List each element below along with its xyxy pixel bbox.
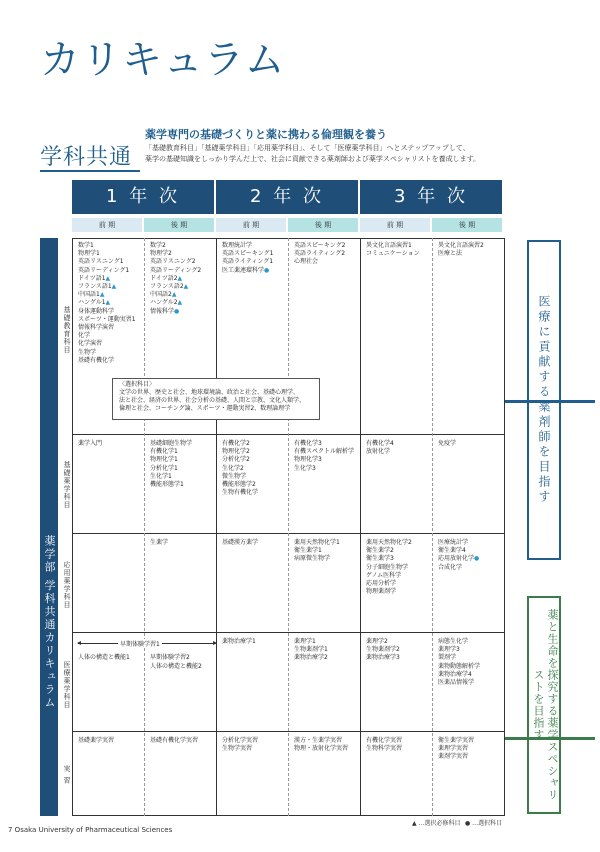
cell-r4-c2: 分析化学実習 生物学実習 xyxy=(222,737,259,753)
dept-vertical-label: 薬学部 学科共通カリキュラム xyxy=(40,238,58,816)
elective-subjects-box: 〈選択科目〉 文学の世界、歴史と社会、地球環境論、政治と社会、基礎心理学、 法と社会、経済の世界、社会分析の基礎、人間と宗教、文化人類学、 倫理と社会、コーチング論、スポーツ・運動実習2、数理論理学 xyxy=(112,378,320,420)
cell-r0-c5: 異文化言語演習2 医療と法 xyxy=(438,242,484,258)
cell-r0-c2: 数理統計学 英語スピーキング1 英語ライティング1 医工薬連環科学● xyxy=(222,242,274,274)
desc-line-1: 「基礎教育科目」「基礎薬学科目」「応用薬学科目」、そして「医療薬学科目」へとステップアップして、 xyxy=(145,144,470,152)
year-3-header: 3 年 次 xyxy=(360,180,502,214)
category-basic-education: 基礎教育科目 xyxy=(63,306,71,354)
cell-r4-c1: 基礎有機化学実習 xyxy=(150,737,199,744)
sem-y1-early: 前 期 xyxy=(72,218,142,232)
cell-r4-c0: 基礎薬学実習 xyxy=(78,737,115,744)
cell-r1-c2: 有機化学2 物理化学2 分析化学2 生化学2 微生物学 機能形態学2 生物有機化学 xyxy=(222,440,259,497)
cell-r2-c4: 薬用天然物化学2 衛生薬学2 衛生薬学3 分子細胞生物学 ゲノム医科学 応用分析学 物理薬剤学 xyxy=(366,539,412,596)
goal-specialist-box: 薬と生命を探究する薬学スペシャリストを目指す xyxy=(527,596,561,814)
cell-r2-c5: 医療統計学 衛生薬学4 応用放射化学● 合成化学 xyxy=(438,539,480,571)
arrow-label: 早期体験学習1 xyxy=(120,641,160,648)
cell-r1-c1: 基礎細胞生物学 有機化学1 物理化学1 分析化学1 生化学1 機能形態学1 xyxy=(150,440,193,489)
cell-r3-c4: 薬理学2 生物薬剤学2 薬物治療学3 xyxy=(366,638,400,662)
sem-y3-early: 前 期 xyxy=(360,218,430,232)
cell-r2-c2: 基礎漢方薬学 xyxy=(222,539,259,546)
sem-y2-early: 前 期 xyxy=(216,218,286,232)
col-divider xyxy=(144,238,145,816)
sem-y2-late: 後 期 xyxy=(288,218,358,232)
page-footer: 7 Osaka University of Pharmaceutical Sciences xyxy=(8,826,173,834)
sem-y1-late: 後 期 xyxy=(144,218,214,232)
subtitle: 薬学専門の基礎づくりと薬に携わる倫理観を養う xyxy=(145,128,387,141)
page-title: カリキュラム xyxy=(40,37,286,83)
col-divider xyxy=(432,238,433,816)
cell-r2-c3: 薬用天然物化学1 衛生薬学1 病原微生物学 xyxy=(294,539,340,563)
col-divider xyxy=(216,238,217,816)
legend-required-elective: ▲ …選択必修科目 xyxy=(412,820,461,827)
category-applied-pharmacy: 応用薬学科目 xyxy=(63,561,71,609)
category-basic-pharmacy: 基礎薬学科目 xyxy=(63,461,71,509)
category-practicum: 実 習 xyxy=(63,765,71,785)
cell-r3-c1: 早期体験学習2 人体の構造と機能2 xyxy=(150,654,202,670)
cell-r1-c4: 有機化学4 放射化学 xyxy=(366,440,394,456)
section-title: 学科共通 xyxy=(40,145,133,170)
cell-r3-c5: 病態生化学 薬理学3 製剤学 薬物動態解析学 薬物治療学4 医薬品情報学 xyxy=(438,638,481,687)
cell-r3-c2: 薬物治療学1 xyxy=(222,638,256,645)
category-clinical-pharmacy: 医療薬学科目 xyxy=(63,661,71,709)
desc-line-2: 薬学の基礎知識をしっかり学んだ上で、社会に貢献できる薬剤師および薬学スペシャリストを養成します。 xyxy=(145,155,481,163)
cell-r3-c3: 薬理学1 生物薬剤学1 薬物治療学2 xyxy=(294,638,328,662)
year-2-header: 2 年 次 xyxy=(216,180,358,214)
cell-r3-c0: 人体の構造と機能1 xyxy=(78,654,130,662)
cell-r1-c3: 有機化学3 有機スペクトル解析学 物理化学3 生化学3 xyxy=(294,440,355,472)
cell-r0-c0: 数学1 物理学1 英語リスニング1 英語リーディング1 ドイツ語1▲ フランス語1▲ 中国語1▲ ハングル1▲ 身体運動科学 スポーツ・運動実習1 情報科学演習 化学 化学演習 生物学 基礎有機化学 xyxy=(78,242,136,364)
sem-y3-late: 後 期 xyxy=(432,218,502,232)
col-divider xyxy=(360,238,361,816)
cell-r0-c4: 異文化言語演習1 コミュニケーション xyxy=(366,242,420,258)
cell-r4-c3: 漢方・生薬学実習 物理・放射化学実習 xyxy=(294,737,349,753)
year-1-header: 1 年 次 xyxy=(72,180,214,214)
cell-r1-c5: 免疫学 xyxy=(438,440,457,447)
cell-r0-c3: 英語スピーキング2 英語ライティング2 心理社会 xyxy=(294,242,346,266)
legend-elective: ● …選択科目 xyxy=(465,820,503,827)
section-underline xyxy=(40,170,140,172)
cell-r4-c4: 有機化学実習 生物科学実習 xyxy=(366,737,403,753)
cell-r2-c1: 生薬学 xyxy=(150,539,169,546)
goal-pharmacist-box: 医療に貢献する薬剤師を目指す xyxy=(527,240,561,560)
cell-r4-c5: 衛生薬学実習 薬理学実習 薬剤学実習 xyxy=(438,737,475,761)
cell-r1-c0: 薬学入門 xyxy=(78,440,103,447)
col-divider xyxy=(288,238,289,816)
cell-r0-c1: 数学2 物理学2 英語リスニング2 英語リーディング2 ドイツ語2▲ フランス語2▲ 中国語2▲ ハングル2▲ 情報科学● xyxy=(150,242,202,315)
